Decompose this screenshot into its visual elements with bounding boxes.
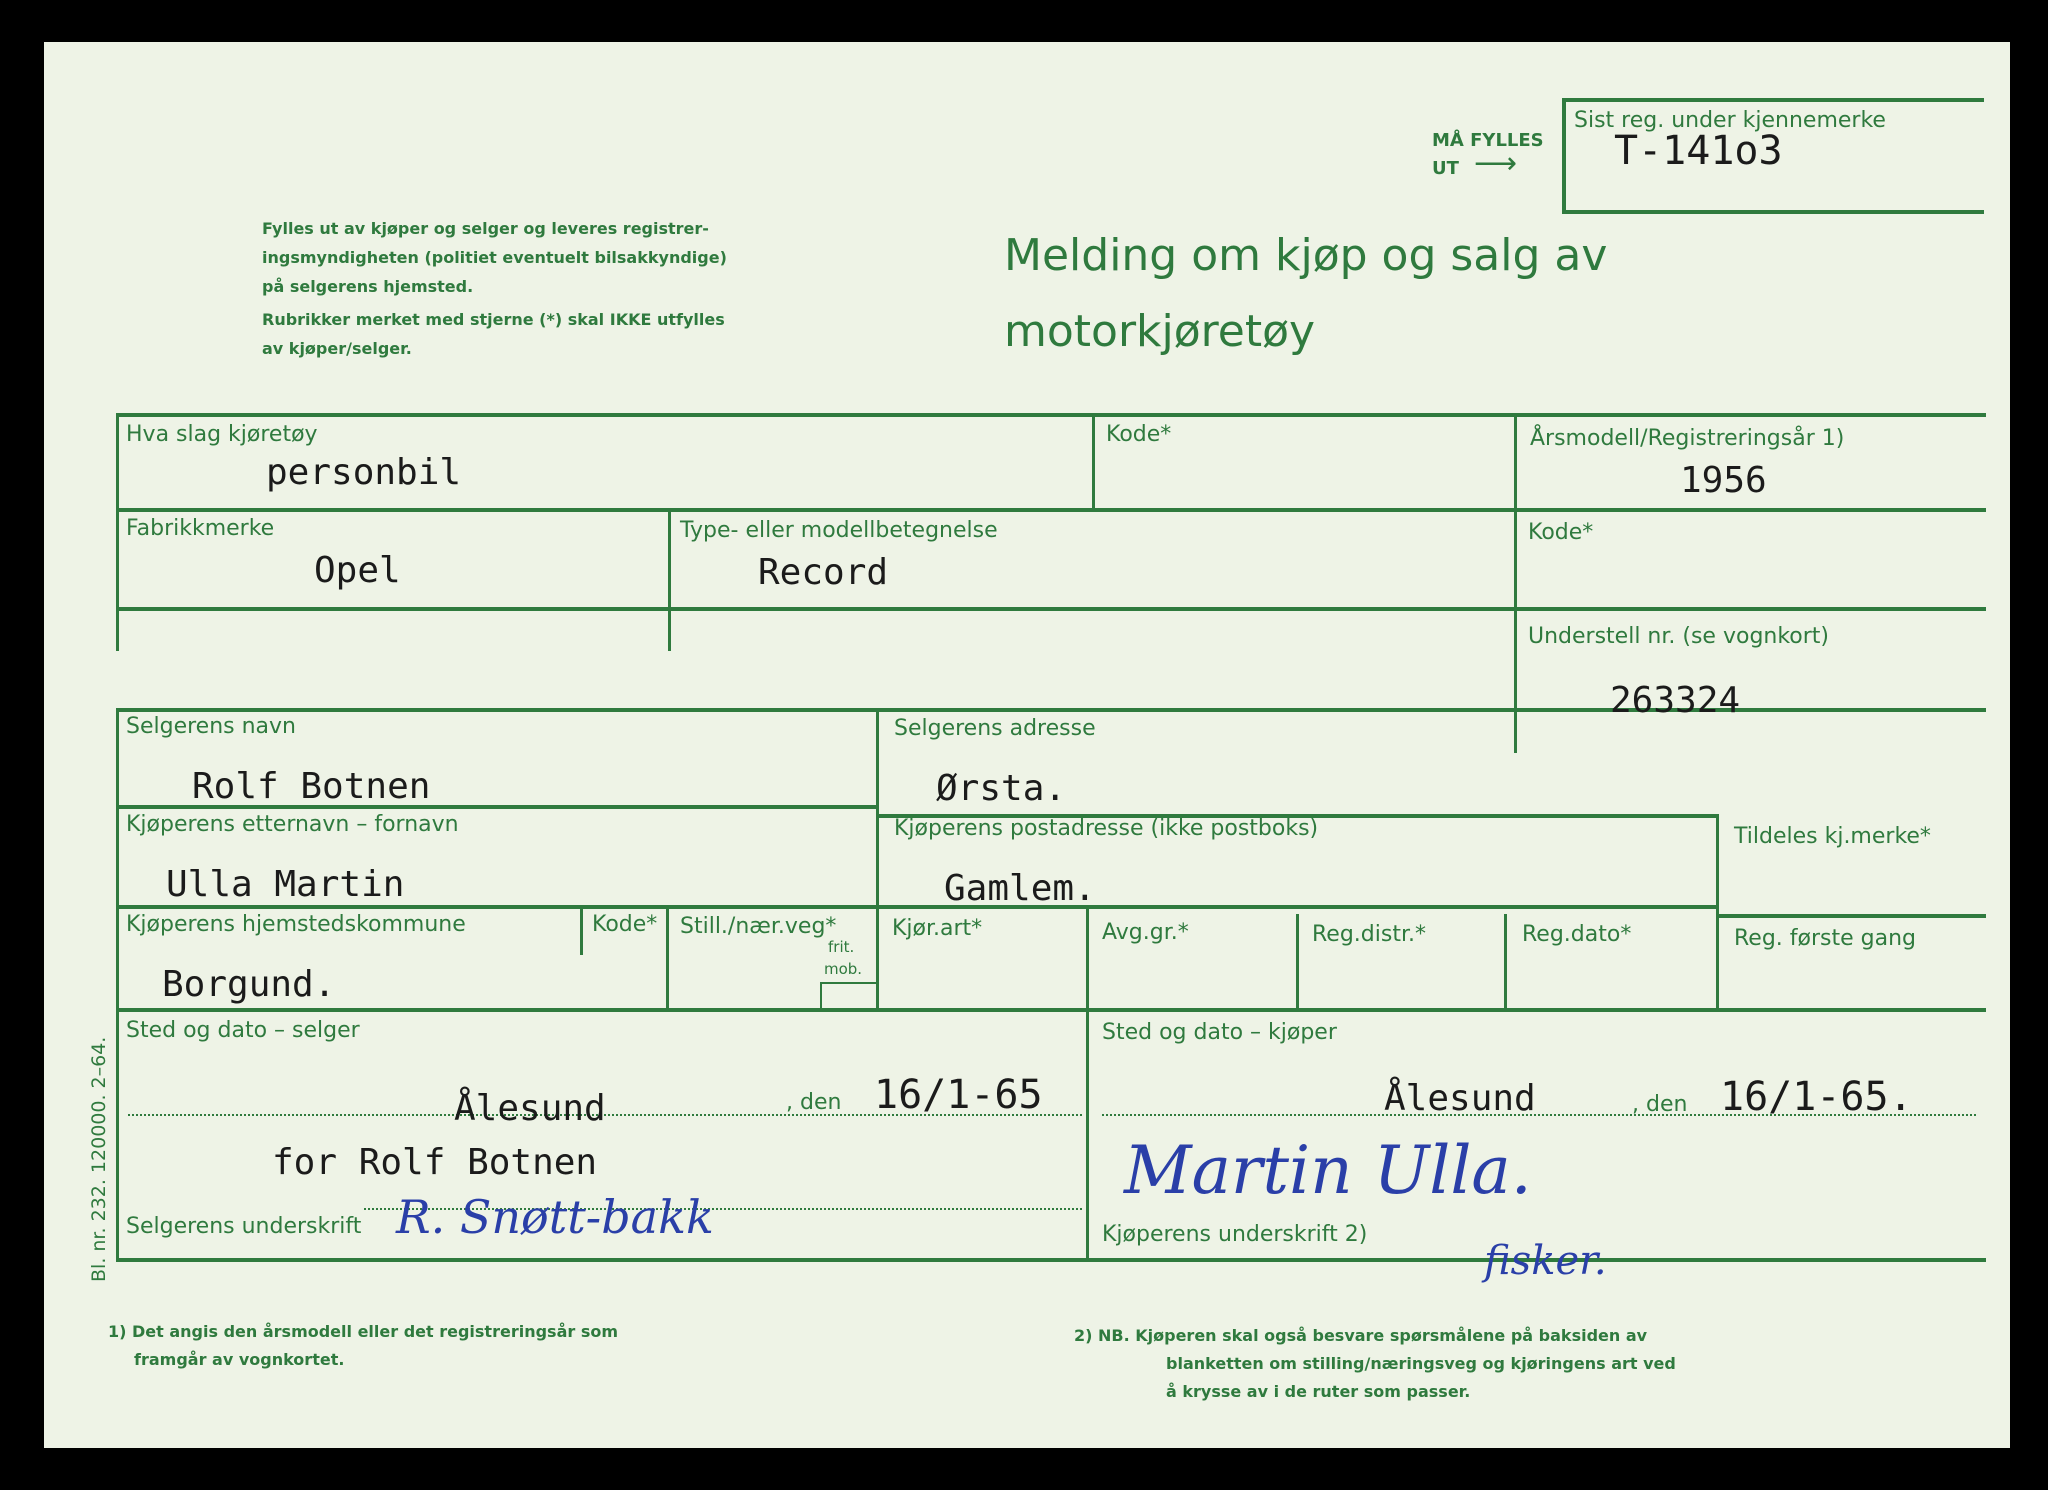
instructions xyxy=(262,214,727,363)
reg-date-label: Reg.dato* xyxy=(1522,922,1632,947)
reg-district-label: Reg.distr.* xyxy=(1312,922,1426,947)
arrow-right-icon: ⟶ xyxy=(1474,146,1518,181)
den-label: , den xyxy=(786,1090,842,1115)
instructions-line: ingsmyndigheten (politiet eventuelt bilsakkyndige) xyxy=(262,248,727,267)
buyer-signature-label: Kjøperens underskrift 2) xyxy=(1102,1222,1368,1247)
footnote-2 xyxy=(1074,1322,1676,1406)
rule xyxy=(116,607,1514,611)
buyer-name-label: Kjøperens etternavn – fornavn xyxy=(126,812,459,837)
buyer-address-value: Gamlem. xyxy=(944,868,1096,909)
instructions-line: av kjøper/selger. xyxy=(262,339,412,358)
rule xyxy=(1086,905,1089,1008)
title-line: Melding om kjøp og salg av xyxy=(1004,230,1608,281)
page-title xyxy=(1004,218,1607,370)
footnote-line: 2) NB. Kjøperen skal også besvare spørsmålene på baksiden av xyxy=(1074,1326,1648,1345)
vehicle-type-value: personbil xyxy=(266,452,462,493)
model-year-label: Årsmodell/Registreringsår 1) xyxy=(1530,426,1845,451)
buyer-municipality-label: Kjøperens hjemstedskommune xyxy=(126,912,466,937)
code-label: Kode* xyxy=(1106,422,1172,447)
buyer-name-value: Ulla Martin xyxy=(166,864,405,905)
seller-name-label: Selgerens navn xyxy=(126,714,296,739)
chassis-value: 263324 xyxy=(1610,680,1741,721)
rule xyxy=(1092,413,1095,510)
form-number-side-text: Bl. nr. 232. 120000. 2–64. xyxy=(88,1036,110,1282)
seller-signature-label: Selgerens underskrift xyxy=(126,1214,362,1239)
footnote-line: framgår av vognkortet. xyxy=(134,1350,345,1369)
rule xyxy=(1514,607,1986,611)
occupation-label: Still./nær.veg* xyxy=(680,914,837,939)
occupation-mob-label: mob. xyxy=(824,960,863,978)
rule xyxy=(1504,914,1507,1008)
make-value: Opel xyxy=(314,550,401,591)
drive-type-label: Kjør.art* xyxy=(892,916,983,941)
rule xyxy=(116,1258,1986,1262)
rule xyxy=(116,905,1716,909)
rule xyxy=(1296,914,1299,1008)
rule xyxy=(876,708,879,1008)
occupation-free-label: frit. xyxy=(828,938,855,956)
instructions-line: Fylles ut av kjøper og selger og leveres registrer- xyxy=(262,219,709,238)
first-reg-label: Reg. første gang xyxy=(1734,926,1917,951)
instructions-line: Rubrikker merket med stjerne (*) skal IKKE utfylles xyxy=(262,310,725,329)
model-year-value: 1956 xyxy=(1680,460,1767,501)
buyer-municipality-value: Borgund. xyxy=(162,964,336,1005)
den-label: , den xyxy=(1632,1092,1688,1117)
rule xyxy=(668,508,671,651)
code-label: Kode* xyxy=(1528,520,1594,545)
buyer-occupation-handwritten: fisker. xyxy=(1484,1238,1607,1284)
title-line: motorkjøretøy xyxy=(1004,306,1316,357)
footnote-line: 1) Det angis den årsmodell eller det registreringsår som xyxy=(108,1322,619,1341)
rule xyxy=(580,905,583,955)
seller-on-behalf: for Rolf Botnen xyxy=(272,1142,598,1183)
buyer-date-value: 16/1-65. xyxy=(1720,1074,1913,1120)
must-fill-label: MÅ FYLLES xyxy=(1432,130,1544,151)
assigned-plate-label: Tildeles kj.merke* xyxy=(1734,824,1931,849)
seller-date-value: 16/1-65 xyxy=(874,1072,1043,1118)
buyer-place-value: Ålesund xyxy=(1384,1078,1536,1119)
rule xyxy=(666,905,669,1008)
model-label: Type- eller modellbetegnelse xyxy=(680,518,998,543)
last-reg-value: T-141o3 xyxy=(1614,128,1783,174)
footnote-line: å krysse av i de ruter som passer. xyxy=(1166,1382,1471,1401)
vehicle-type-label: Hva slag kjøretøy xyxy=(126,422,318,447)
rule xyxy=(116,508,1986,512)
buyer-address-label: Kjøperens postadresse (ikke postboks) xyxy=(894,816,1319,841)
rule xyxy=(1716,814,1719,1008)
seller-place-label: Sted og dato – selger xyxy=(126,1018,360,1043)
instructions-line: på selgerens hjemsted. xyxy=(262,277,474,296)
rule xyxy=(116,1008,1986,1012)
model-value: Record xyxy=(758,552,889,593)
must-fill-ut-label: UT xyxy=(1432,158,1459,179)
code-label: Kode* xyxy=(592,912,658,937)
rule xyxy=(1514,413,1517,753)
chassis-label: Understell nr. (se vognkort) xyxy=(1528,624,1830,649)
seller-address-label: Selgerens adresse xyxy=(894,716,1096,741)
rule xyxy=(1716,914,1986,918)
rule xyxy=(116,413,119,651)
seller-place-value: Ålesund xyxy=(454,1088,606,1129)
form-paper xyxy=(44,42,2010,1448)
rule xyxy=(116,413,1986,417)
rule xyxy=(1086,1008,1089,1262)
last-reg-label: Sist reg. under kjennemerke xyxy=(1574,108,1886,133)
footnote-1 xyxy=(108,1318,618,1374)
buyer-place-label: Sted og dato – kjøper xyxy=(1102,1020,1337,1045)
tax-group-label: Avg.gr.* xyxy=(1102,920,1189,945)
seller-signature: R. Snøtt-bakk xyxy=(396,1190,714,1244)
checkbox-mark xyxy=(820,982,876,1008)
footnote-line: blanketten om stilling/næringsveg og kjøringens art ved xyxy=(1166,1354,1676,1373)
rule xyxy=(116,708,119,1262)
seller-name-value: Rolf Botnen xyxy=(192,766,431,807)
buyer-signature: Martin Ulla. xyxy=(1124,1132,1532,1209)
make-label: Fabrikkmerke xyxy=(126,516,275,541)
seller-address-value: Ørsta. xyxy=(936,768,1067,809)
